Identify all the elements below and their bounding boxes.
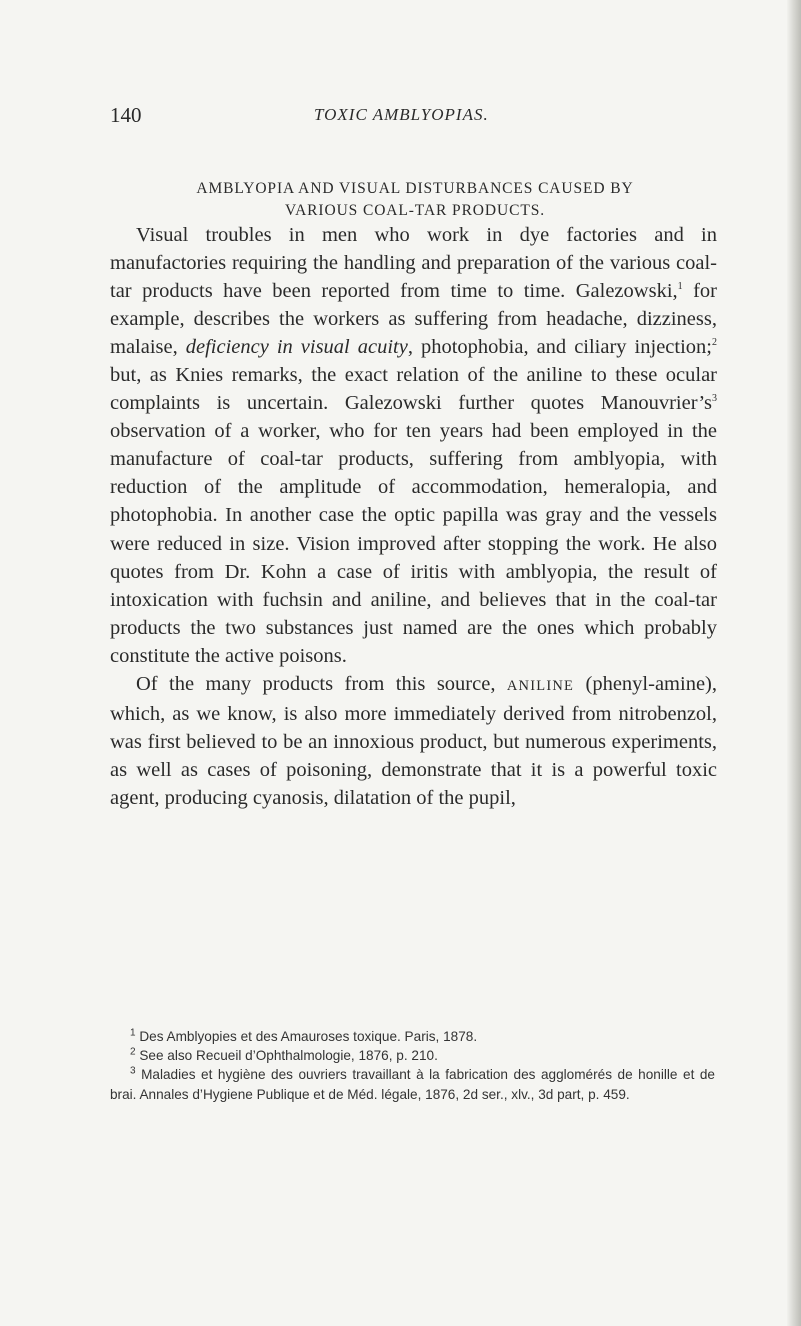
footnote-2-mark: 2 — [130, 1046, 136, 1058]
footnote-3-mark: 3 — [130, 1065, 136, 1077]
section-heading — [110, 178, 720, 222]
footnote-2-text: See also Recueil d’Ophthalmologie, 1876, p. 210. — [139, 1048, 438, 1064]
section-heading-line-1: AMBLYOPIA AND VISUAL DISTURBANCES CAUSED BY — [196, 180, 634, 197]
footnote-1 — [110, 1027, 715, 1046]
body-text — [110, 221, 717, 812]
paragraph-2-text-b: (phenyl-amine), which, as we know, is also more immediately derived from nitrobenzol, was first believed to be an innoxious product, but numerous experiments, as well as cases of poisoning, demonstrate that it is a powerful toxic agent, producing cyanosis, dilatation of the pupil, — [110, 672, 717, 809]
footnote-1-text: Des Amblyopies et des Amauroses toxique. Paris, 1878. — [139, 1029, 478, 1044]
footnotes — [110, 1027, 715, 1104]
paragraph-1-text-d: but, as Knies remarks, the exact relation of the aniline to these ocular complaints is uncertain. Galezowski further quotes Manouvrier’s — [110, 364, 717, 415]
running-title: TOXIC AMBLYOPIAS. — [314, 105, 489, 124]
term-aniline: ANILINE — [506, 677, 575, 694]
section-heading-line-2: VARIOUS COAL-TAR PRODUCTS. — [284, 202, 545, 219]
footnote-ref-1: 1 — [677, 281, 683, 293]
page-header — [110, 103, 710, 131]
paragraph-2 — [110, 670, 717, 812]
footnote-ref-3: 3 — [712, 393, 717, 405]
footnote-3 — [110, 1065, 715, 1103]
paragraph-1-text-e: observation of a worker, who for ten years had been employed in the manufacture of coal-tar products, suffering from amblyopia, with reduction of the amplitude of accommodation, hemeralopia, and photophobia. In another case the optic papilla was gray and the vessels were reduced in size. Vision improved after stopping the work. He also quotes from Dr. Kohn a case of iritis with amblyopia, the result of intoxication with fuchsin and aniline, and believes that in the coal-tar products the two substances just named are the ones which probably constitute the active poisons. — [110, 420, 717, 667]
paragraph-1-text-c: , photophobia, and ciliary injection; — [407, 336, 712, 359]
paragraph-2-text-a: Of the many products from this source, — [136, 672, 507, 695]
paragraph-1-text-a: Visual troubles in men who work in dye factories and in manufactories requiring the handling and preparation of the various coal-tar products have been reported from time to time. Galezowski, — [110, 224, 717, 303]
paragraph-1-text-b: for example, describes the workers as suffering from headache, dizziness, malaise, — [110, 280, 717, 359]
footnote-ref-2: 2 — [711, 337, 717, 349]
footnote-2 — [110, 1046, 715, 1065]
footnote-1-mark: 1 — [130, 1027, 136, 1039]
footnote-3-text: Maladies et hygiène des ouvriers travaillant à la fabrication des agglomérés de honille et de brai. Annales d’Hygiene Publique et de Méd. légale, 1876, 2d ser., xlv., 3d part, p. 459. — [110, 1067, 715, 1102]
page-number: 140 — [110, 103, 142, 127]
page-edge-shadow — [787, 0, 801, 1326]
paragraph-1 — [110, 221, 717, 670]
emphasis-visual-acuity: deficiency in visual acuity — [185, 336, 408, 359]
